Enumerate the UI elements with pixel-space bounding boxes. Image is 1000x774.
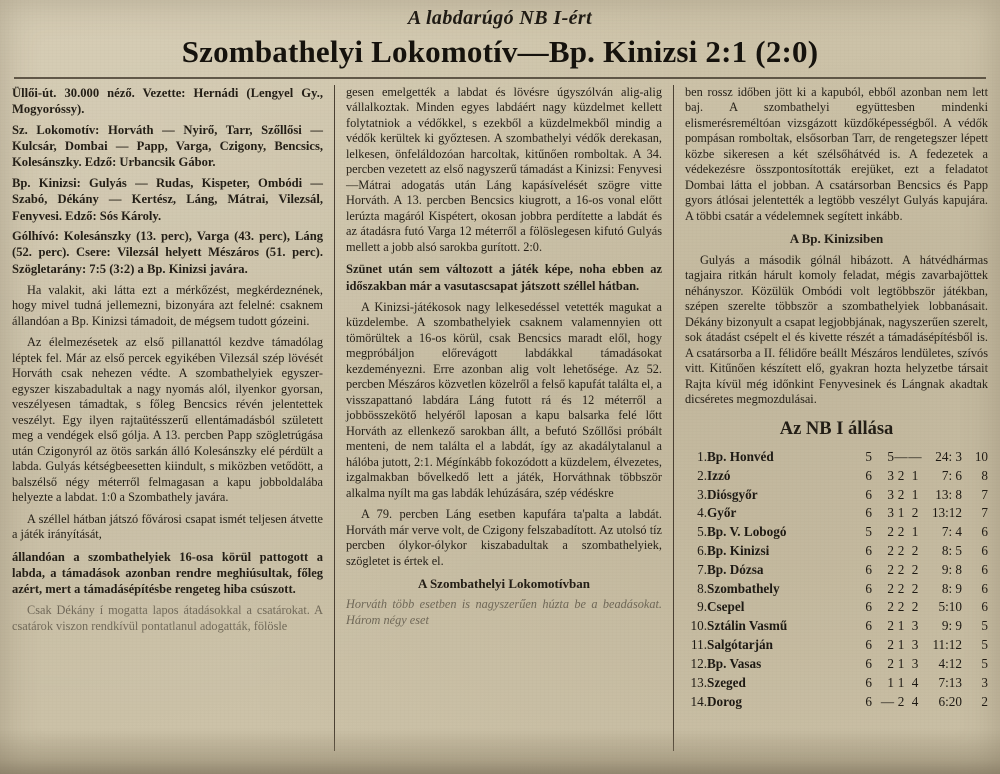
row-rank: 6.	[697, 543, 707, 559]
row-lost: 2	[911, 505, 919, 521]
row-rank: 2.	[697, 467, 707, 483]
row-team: Bp. Kinizsi	[707, 543, 770, 559]
kicker-line: A labdarúgó NB I-ért	[407, 7, 593, 29]
table-row	[685, 674, 988, 693]
row-goals: 9: 9	[941, 618, 962, 634]
scorers-info: Gólhívó: Kolesánszky (13. perc), Varga (43. perc), Láng (52. perc). Csere: Vilezsál helyett Mészáros (51. perc). Szögletarány: 7:5 (3:2) a Bp. Kinizsi javára.	[12, 228, 323, 276]
standings-body	[685, 448, 988, 711]
row-drawn: 2	[897, 599, 905, 615]
row-lost: 2	[911, 599, 919, 615]
row-lost: —	[908, 448, 922, 464]
row-played: 6	[865, 599, 872, 615]
row-points: 3	[981, 674, 988, 690]
row-goals: 6:20	[938, 693, 962, 709]
table-row	[685, 542, 988, 561]
table-row	[685, 692, 988, 711]
row-points: 5	[981, 637, 988, 653]
row-won: 3	[887, 505, 894, 521]
row-team: Győr	[707, 505, 737, 521]
row-rank: 5.	[697, 524, 707, 540]
row-played: 6	[865, 674, 872, 690]
row-rank: 13.	[690, 674, 707, 690]
row-played: 6	[865, 580, 872, 596]
row-won: 2	[887, 524, 894, 540]
table-row	[685, 486, 988, 505]
row-goals: 7: 6	[941, 467, 962, 483]
row-goals: 7:13	[938, 674, 962, 690]
row-goals: 5:10	[938, 599, 962, 615]
paragraph: A Kinizsi-játékosok nagy lelkesedéssel vetették magukat a küzdelembe. A szombathelyiek csaknem valamennyien ott tömörültek a 16-os körül, csak Bencsics maradt elől, hogy megpróbáljon előrevágott labdákkal támadásokat kezdeményezni. Erre azonban alig volt lehetősége. Az 52. percben Mészáros közvetlen közelről a felső kapufát találta el, a visszapattanó labdára Láng futott rá és 12 méterről a jobbösszekötő helyéről laposan a kapu balsarka felé lőtt Horváth az ellenkező sarokban állt, a befutó Szőllősi próbált menteni, de nem találta el a labdát, így az akadálytalanul a hálóba jutott, 2:1. Mégínkább fokozódott a küzdelem, élvezetes, izgalmakban bővelkedő lett a játék, Horváthnak többször alkalma nyílt ma gas labdák lehúzására, szép védéskre	[346, 299, 662, 500]
row-lost: 2	[911, 543, 919, 559]
row-goals: 4:12	[938, 655, 962, 671]
row-goals: 13: 8	[935, 486, 962, 502]
row-won: 3	[887, 486, 894, 502]
row-rank: 9.	[697, 599, 707, 615]
row-drawn: 1	[897, 637, 905, 653]
row-goals: 11:12	[932, 637, 962, 653]
table-row	[685, 467, 988, 486]
table-row	[685, 580, 988, 599]
page-title: Szombathelyi Lokomotív—Bp. Kinizsi 2:1 (2:0)	[181, 34, 819, 69]
row-drawn: 2	[897, 486, 905, 502]
row-points: 6	[981, 543, 988, 559]
row-played: 6	[865, 637, 872, 653]
paragraph: gesen emelgették a labdat és lövésre úgyszólván alig-alig vállalkoztak. Minden egyes labdáért nagy küzdelmet kellett folytatniok a védőkkel, s ezekből a küzdelmekből mindig a védők kerültek ki győztesen. A szombathelyi védők derekasan, lelkesen, önfeláldozóan harcoltak, kitűnően romboltak. A 34. percben vezetett az első nagyszerű támadást a Kinizsi: Fenyvesi—Mátrai adogatás után Láng kapásívelését szögre vitte Horváth. A 13. percben Bencsics kiugrott, a 16-os vonal előtt lerúzta magáról Kispétert, okosan jobbra perdítette a labdát és az átadásra futó Varga 12 méterről a fölöslegesen kifutó Gulyás mellett a jobb alsó sarokba gurított. 2:0.	[346, 85, 662, 254]
row-played: 6	[865, 693, 872, 709]
table-row	[685, 617, 988, 636]
table-row	[685, 523, 988, 542]
row-played: 5	[865, 524, 872, 540]
match-info: Üllői-út. 30.000 néző. Vezette: Hernádi (Lengyel Gy., Mogyoróssy).	[12, 86, 323, 117]
row-played: 6	[865, 618, 872, 634]
row-rank: 14.	[690, 693, 707, 709]
row-goals: 24: 3	[935, 448, 962, 464]
row-won: 2	[887, 655, 894, 671]
row-drawn: 2	[897, 467, 905, 483]
row-points: 6	[981, 561, 988, 577]
row-rank: 1.	[697, 448, 707, 464]
row-played: 6	[865, 486, 872, 502]
row-points: 5	[981, 655, 988, 671]
row-team: Csepel	[707, 599, 745, 615]
row-won: —	[880, 693, 894, 709]
row-played: 6	[865, 543, 872, 559]
row-points: 5	[981, 618, 988, 634]
table-row	[685, 598, 988, 617]
article-columns	[0, 79, 1000, 751]
row-points: 2	[981, 693, 988, 709]
row-drawn: 2	[897, 693, 905, 709]
row-won: 2	[887, 637, 894, 653]
row-lost: 4	[911, 674, 919, 690]
lineup-away: Bp. Kinizsi: Gulyás — Rudas, Kispeter, Ombódi — Szabó, Dékány — Kertész, Láng, Mátrai, Vilezsál, Fenyvesi. Edző: Sós Károly.	[12, 175, 323, 223]
row-drawn: 2	[897, 561, 905, 577]
row-lost: 1	[911, 524, 919, 540]
row-points: 6	[981, 599, 988, 615]
paragraph: Gulyás a második gólnál hibázott. A hátvédhármas tagjaira ritkán hárult komoly feladat, mégis zavarbajöttek néhányszor. Közülük Ombódi volt legtöbbször játékban, szépen szerelte többször a szombathelyiek lobbanásait. Dékány bizonyult a csapat legjobbjának, nagyszerűen szerelt, sok átadást csépelt el és kivette részét a támadásépítésből is. A csatársorba a II. félidőre beállt Mészáros lendületes, szívós vitt. Kitűnően készített elő, gyakran hozta helyzetbe társait Rajta kívül még időnkint Fenyvesinek és Lángnak akadtak dicséretes megmozdulásai.	[685, 252, 988, 407]
row-won: 2	[887, 561, 894, 577]
row-points: 6	[981, 580, 988, 596]
row-drawn: 2	[897, 580, 905, 596]
row-played: 5	[865, 448, 872, 464]
row-drawn: 1	[897, 618, 905, 634]
row-rank: 11.	[691, 637, 707, 653]
table-row	[685, 448, 988, 467]
table-row	[685, 636, 988, 655]
row-drawn: 1	[897, 674, 905, 690]
row-lost: 4	[911, 693, 919, 709]
row-goals: 9: 8	[941, 561, 962, 577]
row-points: 6	[981, 524, 988, 540]
subheading-home-team: A Szombathelyi Lokomotívban	[418, 576, 590, 592]
table-row	[685, 655, 988, 674]
row-played: 6	[865, 655, 872, 671]
standings-title: Az NB I állása	[779, 418, 894, 439]
paragraph: Horváth több esetben is nagyszerűen húzta be a beadásokat. Három négy eset	[346, 597, 662, 627]
paragraph: A 79. percben Láng esetben kapufára ta'palta a labdát. Horváth már verve volt, de Czigony felszabadított. Az utolsó tíz percben ólykor-ólykor kiszabadultak a szombathelyiek, szögletet is értek el.	[346, 507, 662, 568]
row-rank: 12.	[690, 655, 707, 671]
row-points: 10	[974, 448, 988, 464]
paragraph: ben rossz időben jött ki a kapuból, ebből azonban nem lett baj. A szombathelyi együttesben mindenki elismerésreméltóan vizsgázott küzdőképességből. A védők pompásan romboltak, elsősorban Tarr, de rengetegszer lépett közbe sikeresen a két szélsőhátvéd is. A fedezetek a védekezésre összpontosították erejüket, ezt a feladatot Dombai látta el jobban. A csatársorban Bencsics és Papp gyors átlósai jelentették a legtöbb veszélyt Gulyás kapujára. A többi csatár a védelemnek segített inkább.	[685, 85, 988, 223]
section-note: Szünet után sem változott a játék képe, noha ebben az időszakban már a vasutascsapat játszott széllel hátban.	[346, 262, 662, 293]
row-lost: 1	[911, 467, 919, 483]
row-rank: 10.	[690, 618, 707, 634]
row-team: Bp. Vasas	[707, 655, 762, 671]
paragraph: A széllel hátban játszó fővárosi csapat ismét teljesen átvette a játék irányítását,	[12, 511, 323, 542]
row-points: 7	[981, 486, 988, 502]
row-played: 6	[865, 505, 872, 521]
row-won: 2	[887, 580, 894, 596]
row-team: Bp. Dózsa	[707, 561, 764, 577]
pull-quote: állandóan a szombathelyiek 16-osa körül pattogott a labda, a támadások azonban rendre meghiúsultak, főleg azért, mert a támadásépítésbe rengeteg hiba csúszott.	[12, 549, 323, 597]
column-one	[12, 85, 334, 751]
row-rank: 3.	[697, 486, 707, 502]
standings-table	[685, 448, 988, 711]
row-team: Sztálin Vasmű	[707, 618, 788, 634]
row-team: Dorog	[707, 693, 742, 709]
row-lost: 3	[911, 655, 919, 671]
row-team: Izzó	[707, 467, 731, 483]
row-lost: 2	[911, 580, 919, 596]
row-rank: 4.	[697, 505, 707, 521]
row-played: 6	[865, 561, 872, 577]
subheading-away-team: A Bp. Kinizsiben	[789, 231, 884, 247]
row-lost: 2	[911, 561, 919, 577]
row-rank: 8.	[697, 580, 707, 596]
row-played: 6	[865, 467, 872, 483]
row-drawn: 2	[897, 543, 905, 559]
paragraph: Ha valakit, aki látta ezt a mérkőzést, megkérdeznének, hogy mivel tudná jellemezni, bizonyára azt felelné: csaknem állandóan a Bp. Kinizsi támadoit, de mégsem tudott gózeini.	[12, 282, 323, 328]
row-won: 2	[887, 543, 894, 559]
row-lost: 1	[911, 486, 919, 502]
row-team: Salgótarján	[707, 637, 773, 653]
column-two	[334, 85, 674, 751]
table-row	[685, 561, 988, 580]
row-drawn: 2	[897, 524, 905, 540]
row-goals: 13:12	[931, 505, 962, 521]
row-lost: 3	[911, 618, 919, 634]
row-won: 1	[887, 674, 894, 690]
column-three	[674, 85, 988, 751]
row-rank: 7.	[697, 561, 707, 577]
paragraph: Az élelmezésetek az első pillanattól kezdve támadólag léptek fel. Már az első percek egyikében Vilezsál szép lövését Horváth csak nehezen védte. A szombathelyiek egyszer-egyszer kiszabadultak a nagy nyomás alól, ilyenkor gyorsan, veszélyesen támadtak, s főleg Bencsics révén jelentettek veszélyt. Egy ilyen rajtaütésszerű ellentámadásból született meg a vendégek első gólja. A 13. percben Papp szögletrúgása után Czigonyról az ötös sarkán álló Kolesánszky elé pérdült a labda. Gulyás kétségbeesetten kiindult, s miközben vetődött, a balszélső négy méterről felmagasan a kapu jobboldalába helyezte a labdat. 1:0 a Szombathely javára.	[12, 335, 323, 505]
row-team: Szeged	[707, 674, 746, 690]
row-team: Bp. Honvéd	[707, 448, 774, 464]
row-won: 5	[887, 448, 894, 464]
row-team: Szombathely	[707, 580, 780, 596]
row-won: 2	[887, 599, 894, 615]
row-team: Bp. V. Lobogó	[707, 524, 787, 540]
row-won: 3	[887, 467, 894, 483]
row-goals: 7: 4	[941, 524, 962, 540]
paragraph: Csak Dékány í mogatta lapos átadásokkal a csatárokat. A csatárok viszon rendkívül pontatlanul adogatták, fölösle	[12, 603, 323, 633]
row-drawn: —	[894, 448, 908, 464]
table-row	[685, 504, 988, 523]
row-won: 2	[887, 618, 894, 634]
row-goals: 8: 9	[941, 580, 962, 596]
lineup-home: Sz. Lokomotív: Horváth — Nyirő, Tarr, Szőllősi — Kulcsár, Dombai — Papp, Varga, Czigony, Bencsics, Kolesánszky. Edző: Urbancsik Gábor.	[12, 122, 323, 170]
row-drawn: 1	[897, 655, 905, 671]
row-drawn: 1	[897, 505, 905, 521]
row-team: Diósgyőr	[707, 486, 758, 502]
row-goals: 8: 5	[941, 543, 962, 559]
row-points: 8	[981, 467, 988, 483]
row-lost: 3	[911, 637, 919, 653]
row-points: 7	[981, 505, 988, 521]
